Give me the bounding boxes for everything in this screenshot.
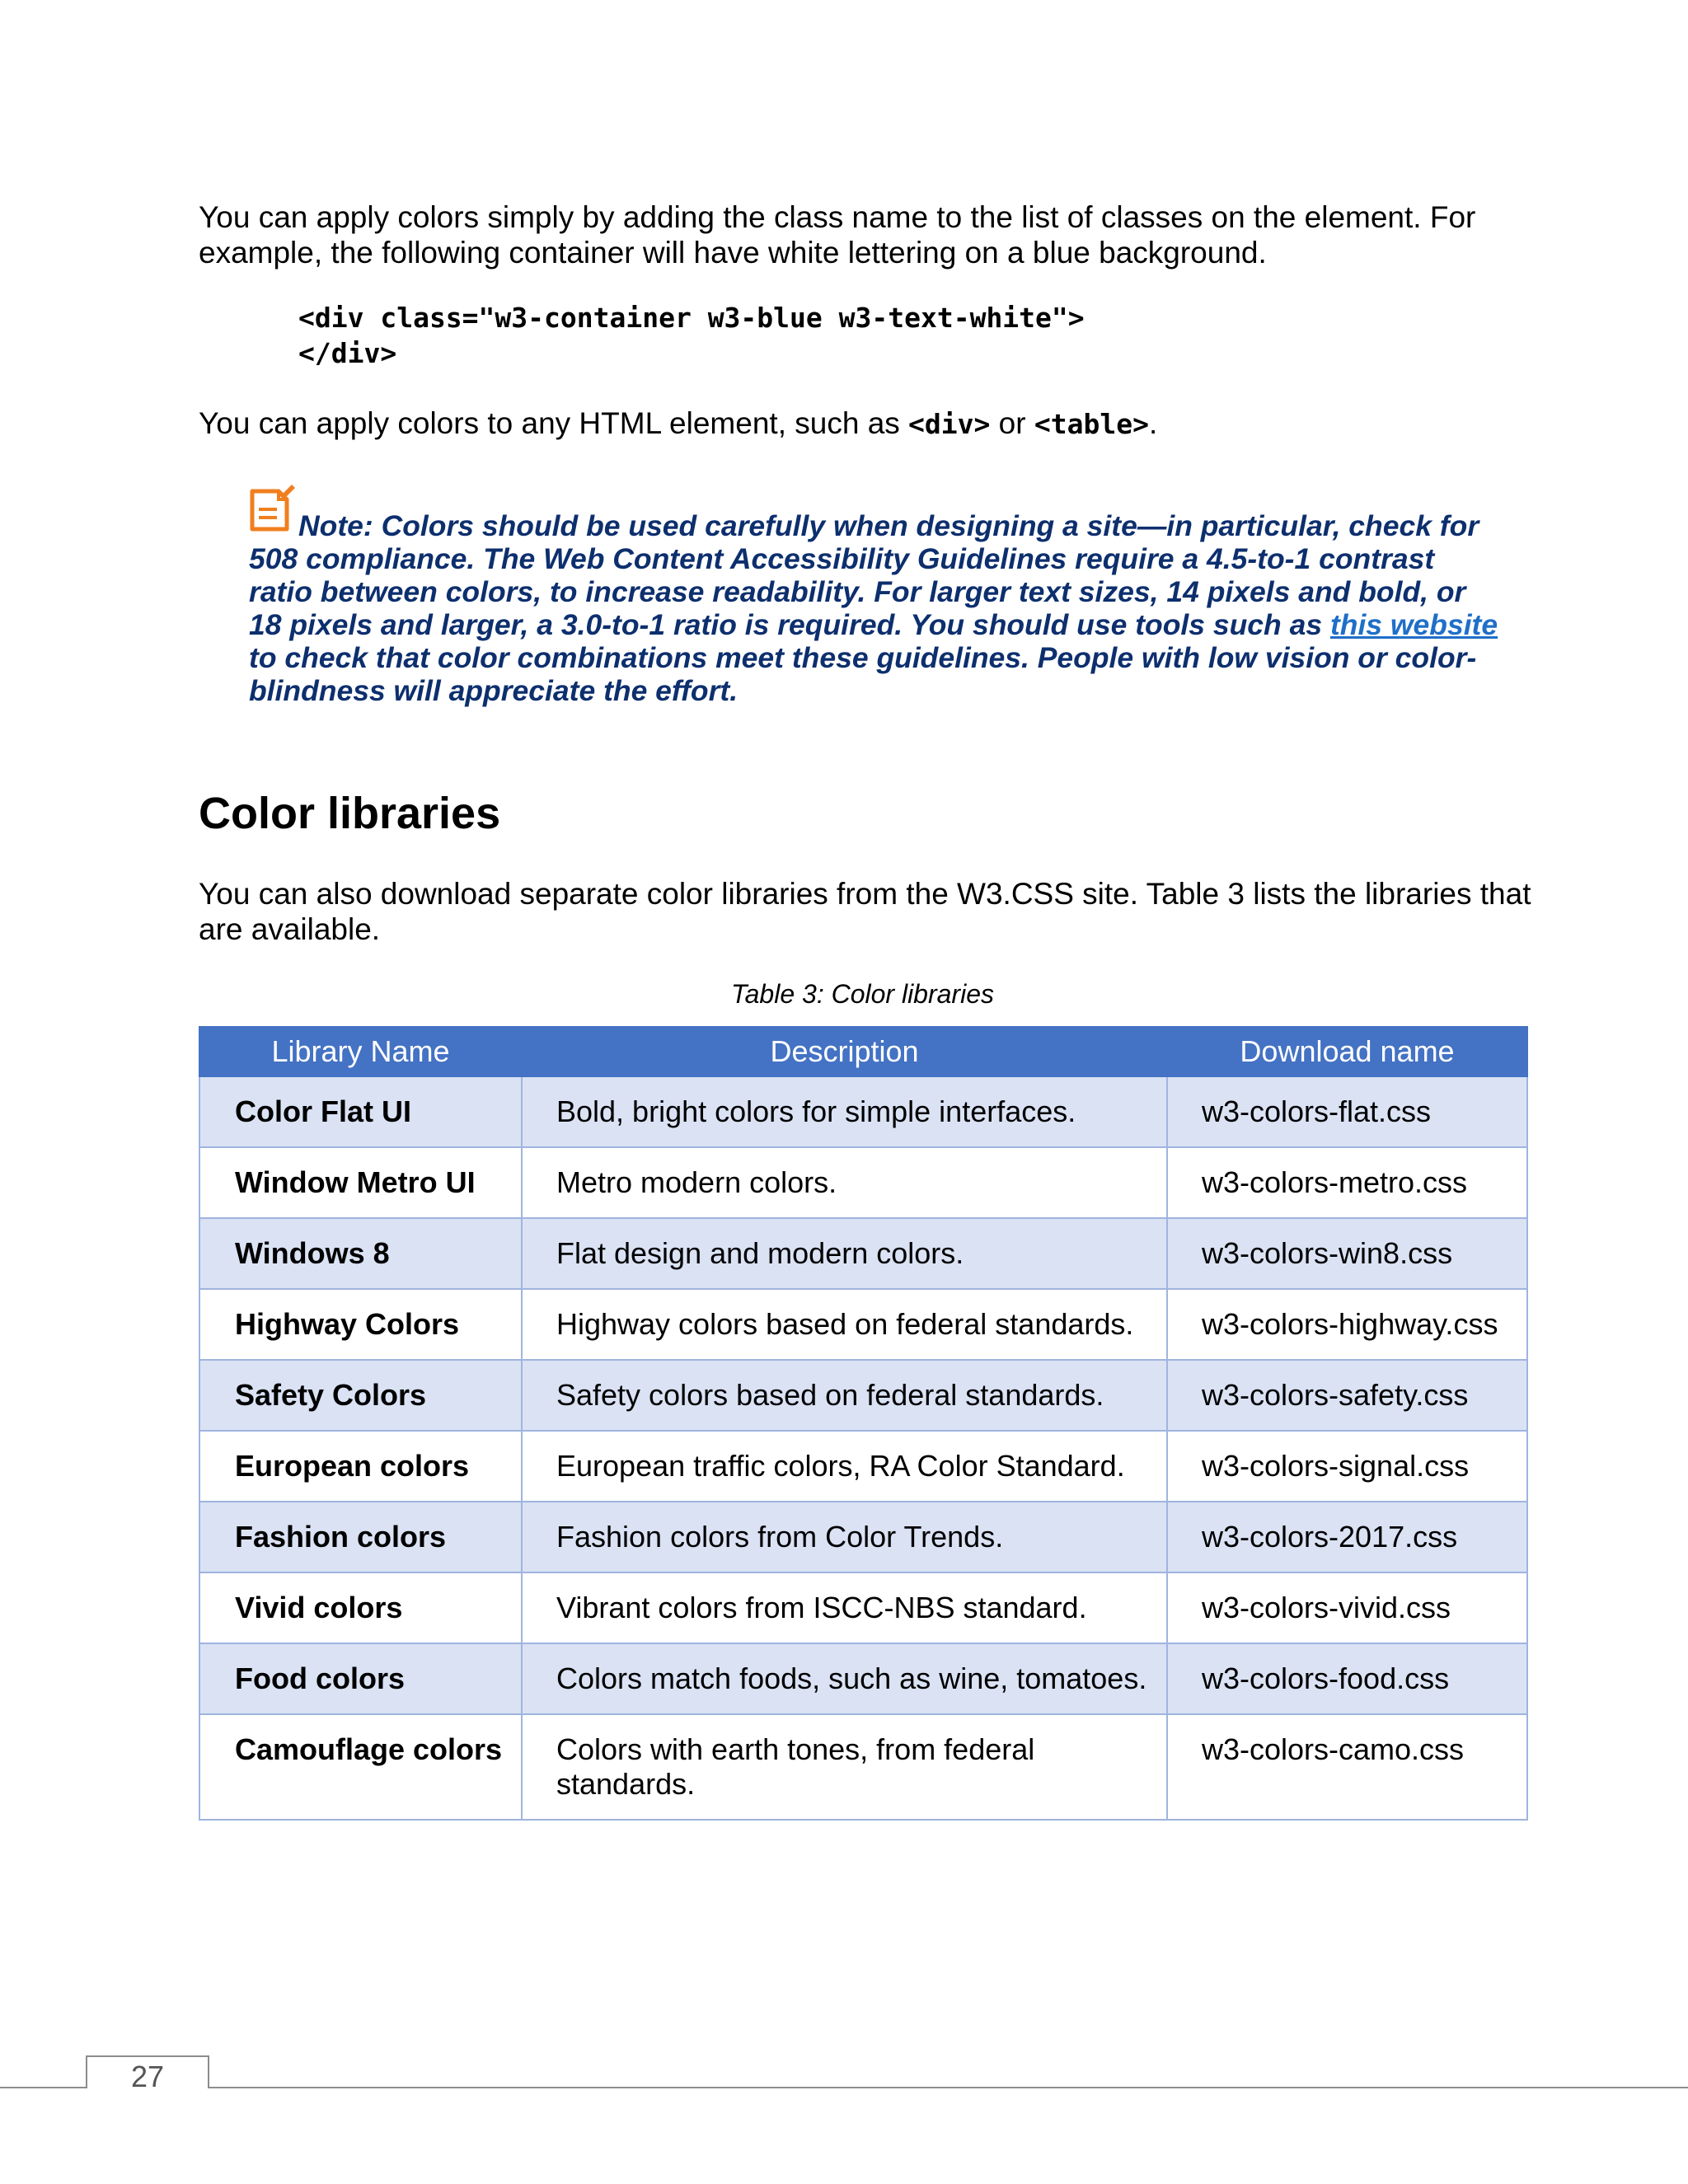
this-website-link[interactable]: this website: [1329, 608, 1498, 641]
library-name-cell: Vivid colors: [199, 1572, 522, 1643]
html-element-paragraph: [199, 405, 1534, 442]
libraries-paragraph: You can also download separate color libraries from the W3.CSS site. Table 3 lists the libraries that are available.: [199, 877, 1531, 946]
inline-code-div: <div>: [908, 408, 991, 440]
header-download-name: Download name: [1167, 1027, 1527, 1076]
library-name-cell: Camouflage colors: [199, 1714, 522, 1820]
library-name-cell: Color Flat UI: [199, 1076, 522, 1147]
download-name-cell: w3-colors-food.css: [1167, 1643, 1527, 1714]
p2-text-before: You can apply colors to any HTML element, such as: [199, 406, 909, 440]
section-heading: Color libraries: [199, 789, 501, 838]
description-cell: Colors match foods, such as wine, tomatoes.: [522, 1643, 1167, 1714]
download-name-cell: w3-colors-flat.css: [1167, 1076, 1527, 1147]
table-row: [199, 1360, 1527, 1431]
table-row: [199, 1218, 1527, 1289]
table-header-row: [199, 1027, 1527, 1076]
intro-paragraph: You can apply colors simply by adding the class name to the list of classes on the element. For example, the following container will have white lettering on a blue background.: [199, 200, 1476, 269]
library-name-cell: Window Metro UI: [199, 1147, 522, 1218]
description-cell: European traffic colors, RA Color Standard.: [522, 1431, 1167, 1502]
description-cell: Highway colors based on federal standards.: [522, 1289, 1167, 1360]
table-caption: Table 3: Color libraries: [731, 979, 994, 1009]
table-row: [199, 1643, 1527, 1714]
download-name-cell: w3-colors-2017.css: [1167, 1502, 1527, 1572]
table-row: [199, 1572, 1527, 1643]
footer-divider: [0, 2087, 1688, 2088]
description-cell: Fashion colors from Color Trends.: [522, 1502, 1167, 1572]
p2-text-after: .: [1148, 406, 1158, 440]
p2-text-mid: or: [990, 406, 1034, 440]
library-name-cell: European colors: [199, 1431, 522, 1502]
table-row: [199, 1502, 1527, 1572]
table-row: [199, 1431, 1527, 1502]
inline-code-table: <table>: [1034, 408, 1149, 440]
download-name-cell: w3-colors-signal.css: [1167, 1431, 1527, 1502]
description-cell: Safety colors based on federal standards.: [522, 1360, 1167, 1431]
library-name-cell: Food colors: [199, 1643, 522, 1714]
download-name-cell: w3-colors-safety.css: [1167, 1360, 1527, 1431]
note-text-before: Note: Colors should be used carefully when designing a site—in particular, check for 508 compliance. The Web Content Accessibility Guidelines require a 4.5-to-1 contrast ratio between colors, to increase readability. For larger text sizes, 14 pixels and bold, or 18 pixels and larger, a 3.0-to-1 ratio is required. You should use tools such as: [249, 509, 1479, 641]
download-name-cell: w3-colors-highway.css: [1167, 1289, 1527, 1360]
table-row: [199, 1076, 1527, 1147]
download-name-cell: w3-colors-vivid.css: [1167, 1572, 1527, 1643]
library-name-cell: Fashion colors: [199, 1502, 522, 1572]
download-name-cell: w3-colors-win8.css: [1167, 1218, 1527, 1289]
note-callout: [249, 509, 1502, 707]
description-cell: Bold, bright colors for simple interfaces.: [522, 1076, 1167, 1147]
header-library-name: Library Name: [199, 1027, 522, 1076]
download-name-cell: w3-colors-metro.css: [1167, 1147, 1527, 1218]
download-name-cell: w3-colors-camo.css: [1167, 1714, 1527, 1820]
color-libraries-table: [199, 1026, 1528, 1821]
table-row: [199, 1714, 1527, 1820]
code-example: <div class="w3-container w3-blue w3-text-white"> </div>: [298, 302, 1085, 369]
table-row: [199, 1147, 1527, 1218]
description-cell: Vibrant colors from ISCC-NBS standard.: [522, 1572, 1167, 1643]
description-cell: Colors with earth tones, from federal standards.: [522, 1714, 1167, 1820]
page-number: 27: [86, 2055, 209, 2088]
description-cell: Flat design and modern colors.: [522, 1218, 1167, 1289]
library-name-cell: Windows 8: [199, 1218, 522, 1289]
library-name-cell: Highway Colors: [199, 1289, 522, 1360]
note-text-after: to check that color combinations meet these guidelines. People with low vision or color-blindness will appreciate the effort.: [249, 641, 1477, 707]
header-description: Description: [522, 1027, 1167, 1076]
library-name-cell: Safety Colors: [199, 1360, 522, 1431]
table-row: [199, 1289, 1527, 1360]
description-cell: Metro modern colors.: [522, 1147, 1167, 1218]
